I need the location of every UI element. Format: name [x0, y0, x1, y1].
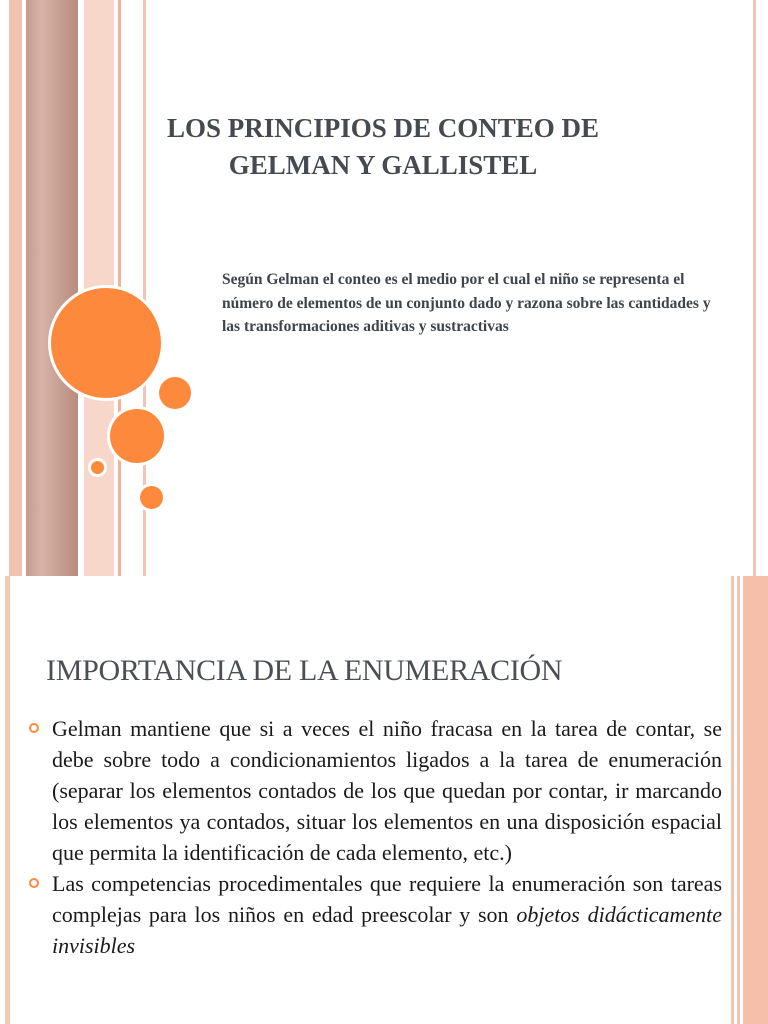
decorative-stripe: [9, 0, 22, 576]
decorative-circle-large: [51, 288, 161, 398]
decorative-circle-medium: [110, 409, 164, 463]
slide-2: [0, 576, 768, 1024]
slide-1-title: LOS PRINCIPIOS DE CONTEO DE GELMAN Y GALLISTEL: [166, 113, 600, 180]
bullet-text-container: [52, 868, 722, 961]
decorative-circle-small: [159, 377, 191, 409]
decorative-stripe: [743, 576, 768, 1024]
bullet-item: [26, 868, 722, 961]
decorative-line: [753, 0, 756, 576]
decorative-stripe: [5, 576, 10, 1024]
slide-2-title: IMPORTANCIA DE LA ENUMERACIÓN: [46, 654, 563, 687]
decorative-line: [737, 576, 740, 1024]
decorative-stripe: [0, 0, 9, 576]
bullet-list: [26, 713, 722, 961]
bullet-circle-icon: [29, 878, 39, 888]
bullet-item: [26, 713, 722, 868]
decorative-stripe: [118, 0, 121, 576]
bullet-text: Gelman mantiene que si a veces el niño fracasa en la tarea de contar, se debe sobre todo a condicionamientos ligados a la tarea de enumeración (separar los elementos contados de los que quedan por contar, ir marcando los elementos ya contados, situar los elementos en una disposición espacial que permita la identificación de cada elemento, etc.): [52, 716, 722, 865]
slide-1-subtitle: Según Gelman el conteo es el medio por el cual el niño se representa el número de elementos de un conjunto dado y razona sobre las cantidades y las transformaciones aditivas y sustractivas: [222, 271, 711, 335]
bullet-emphasis: objetos didácticamente invisibles: [52, 902, 722, 958]
bullet-circle-icon: [29, 723, 39, 733]
decorative-circle-tiny: [91, 461, 104, 474]
bullet-text: Las competencias procedimentales que requiere la enumeración son tareas complejas para los niños en edad preescolar y son: [52, 871, 722, 927]
decorative-line: [731, 576, 734, 1024]
decorative-stripe: [26, 0, 78, 576]
decorative-circle-small: [140, 486, 163, 509]
